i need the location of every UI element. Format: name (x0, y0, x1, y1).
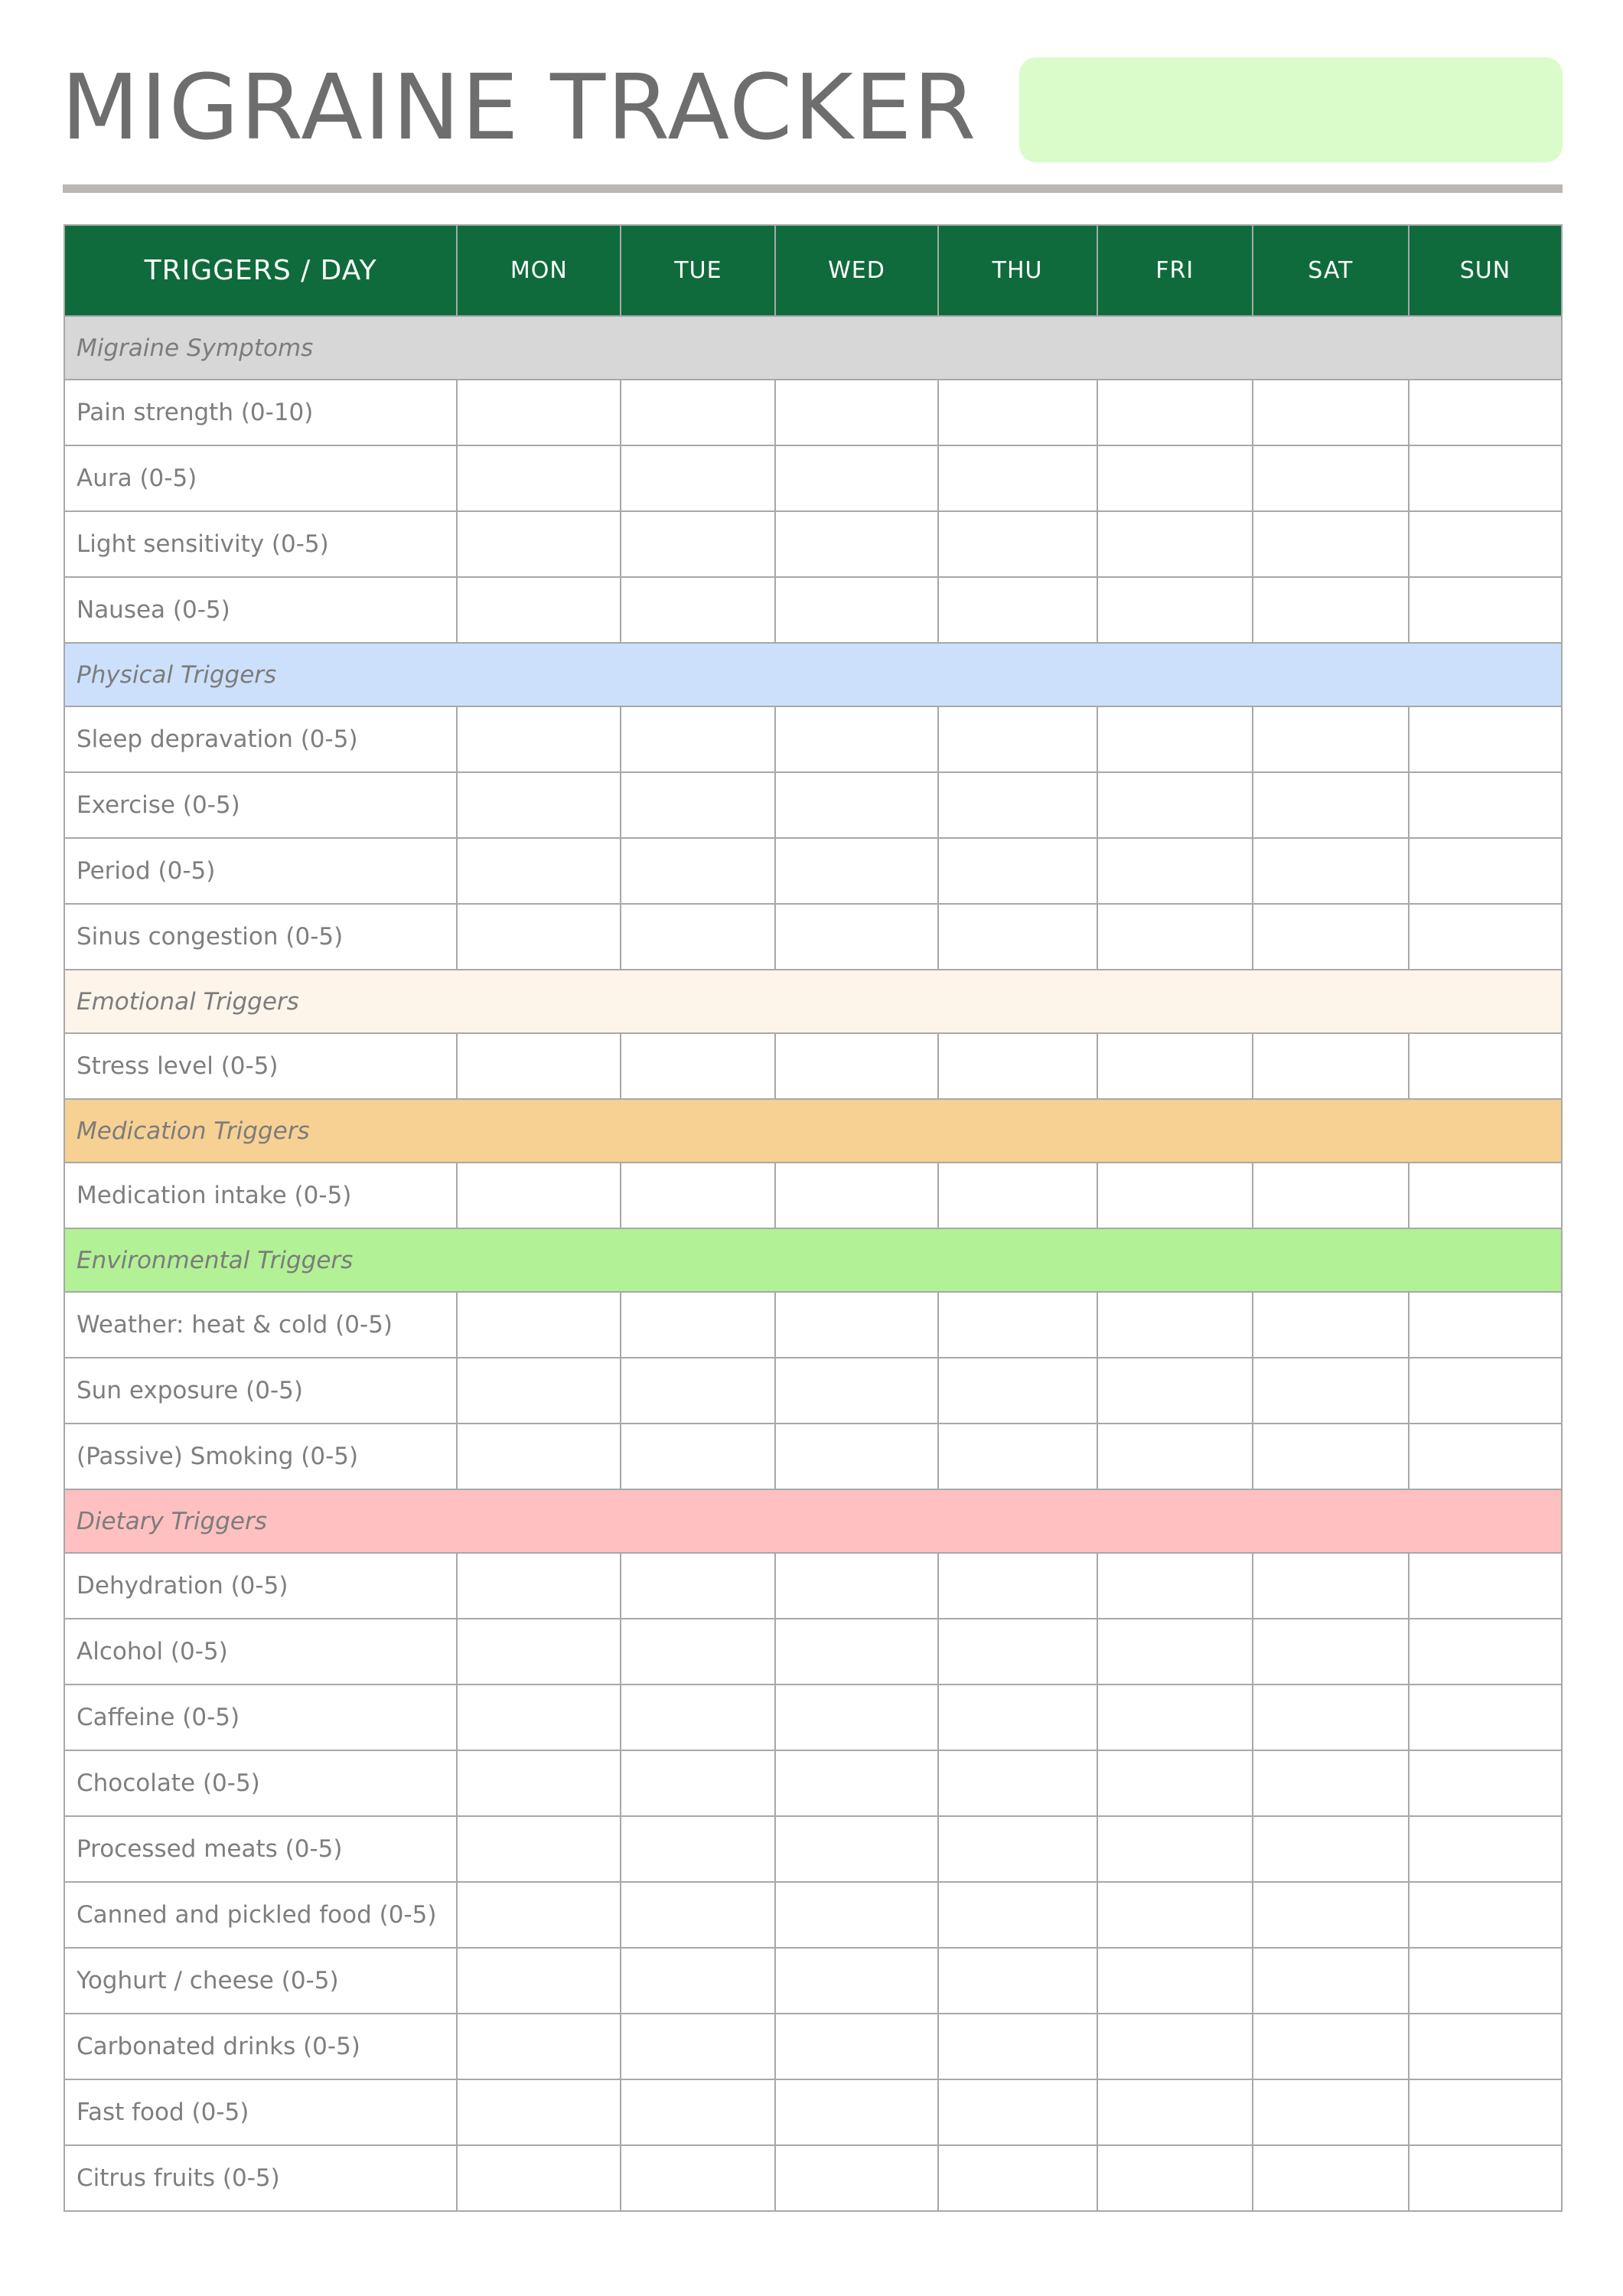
section-heading: Medication Triggers (64, 1099, 1562, 1163)
entry-cell-tue[interactable] (621, 2145, 775, 2211)
row-label: Pain strength (0-10) (64, 380, 457, 445)
entry-cell-mon[interactable] (457, 706, 621, 772)
day-header-fri: FRI (1097, 225, 1253, 316)
triggers-day-header: TRIGGERS / DAY (64, 225, 457, 316)
row-label: Stress level (0-5) (64, 1033, 457, 1099)
entry-cell-wed[interactable] (775, 1750, 937, 1816)
day-header-tue: TUE (621, 225, 775, 316)
entry-cell-tue[interactable] (621, 1948, 775, 2014)
entry-cell-mon[interactable] (457, 1750, 621, 1816)
entry-cell-sat[interactable] (1253, 1882, 1409, 1948)
entry-cell-sat[interactable] (1253, 1619, 1409, 1684)
entry-cell-wed[interactable] (775, 380, 937, 445)
tracker-row (64, 1619, 1562, 1684)
entry-cell-sat[interactable] (1253, 577, 1409, 643)
day-header-thu: THU (938, 225, 1097, 316)
row-label: Citrus fruits (0-5) (64, 2145, 457, 2211)
entry-cell-sun[interactable] (1409, 1358, 1562, 1424)
entry-cell-sun[interactable] (1409, 1553, 1562, 1619)
entry-cell-sun[interactable] (1409, 1816, 1562, 1882)
section-heading: Migraine Symptoms (64, 316, 1562, 380)
entry-cell-fri[interactable] (1097, 1750, 1253, 1816)
entry-cell-fri[interactable] (1097, 1948, 1253, 2014)
date-input-box[interactable] (1019, 57, 1563, 162)
row-label: Chocolate (0-5) (64, 1750, 457, 1816)
row-label: Aura (0-5) (64, 445, 457, 511)
tracker-row (64, 2014, 1562, 2079)
entry-cell-fri[interactable] (1097, 2079, 1253, 2145)
entry-cell-mon[interactable] (457, 445, 621, 511)
entry-cell-thu[interactable] (938, 1553, 1097, 1619)
entry-cell-sat[interactable] (1253, 2079, 1409, 2145)
entry-cell-thu[interactable] (938, 445, 1097, 511)
entry-cell-thu[interactable] (938, 838, 1097, 904)
entry-cell-tue[interactable] (621, 1292, 775, 1358)
entry-cell-sun[interactable] (1409, 2079, 1562, 2145)
entry-cell-sat[interactable] (1253, 706, 1409, 772)
entry-cell-sat[interactable] (1253, 904, 1409, 970)
entry-cell-fri[interactable] (1097, 511, 1253, 577)
entry-cell-fri[interactable] (1097, 1033, 1253, 1099)
entry-cell-fri[interactable] (1097, 1882, 1253, 1948)
entry-cell-wed[interactable] (775, 2079, 937, 2145)
tracker-row (64, 445, 1562, 511)
entry-cell-mon[interactable] (457, 1619, 621, 1684)
entry-cell-mon[interactable] (457, 838, 621, 904)
entry-cell-fri[interactable] (1097, 1358, 1253, 1424)
entry-cell-mon[interactable] (457, 1163, 621, 1228)
entry-cell-tue[interactable] (621, 904, 775, 970)
row-label: Dehydration (0-5) (64, 1553, 457, 1619)
tracker-row (64, 577, 1562, 643)
entry-cell-wed[interactable] (775, 445, 937, 511)
entry-cell-thu[interactable] (938, 772, 1097, 838)
entry-cell-wed[interactable] (775, 511, 937, 577)
entry-cell-thu[interactable] (938, 2079, 1097, 2145)
entry-cell-sun[interactable] (1409, 1163, 1562, 1228)
entry-cell-fri[interactable] (1097, 380, 1253, 445)
entry-cell-sun[interactable] (1409, 1948, 1562, 2014)
entry-cell-sat[interactable] (1253, 380, 1409, 445)
entry-cell-thu[interactable] (938, 1033, 1097, 1099)
entry-cell-mon[interactable] (457, 2145, 621, 2211)
tracker-row (64, 706, 1562, 772)
entry-cell-fri[interactable] (1097, 1292, 1253, 1358)
day-header-sat: SAT (1253, 225, 1409, 316)
row-label: Medication intake (0-5) (64, 1163, 457, 1228)
entry-cell-thu[interactable] (938, 1292, 1097, 1358)
tracker-row (64, 1948, 1562, 2014)
entry-cell-sat[interactable] (1253, 1358, 1409, 1424)
entry-cell-sat[interactable] (1253, 838, 1409, 904)
entry-cell-fri[interactable] (1097, 772, 1253, 838)
entry-cell-tue[interactable] (621, 1619, 775, 1684)
tracker-row (64, 2145, 1562, 2211)
entry-cell-mon[interactable] (457, 1948, 621, 2014)
entry-cell-sat[interactable] (1253, 1816, 1409, 1882)
entry-cell-sun[interactable] (1409, 577, 1562, 643)
entry-cell-tue[interactable] (621, 838, 775, 904)
row-label: Sinus congestion (0-5) (64, 904, 457, 970)
entry-cell-mon[interactable] (457, 2079, 621, 2145)
entry-cell-tue[interactable] (621, 1358, 775, 1424)
entry-cell-fri[interactable] (1097, 904, 1253, 970)
tracker-row (64, 1424, 1562, 1489)
tracker-row (64, 1882, 1562, 1948)
entry-cell-sun[interactable] (1409, 445, 1562, 511)
entry-cell-tue[interactable] (621, 380, 775, 445)
section-heading: Dietary Triggers (64, 1489, 1562, 1553)
entry-cell-fri[interactable] (1097, 1684, 1253, 1750)
section-row (64, 1099, 1562, 1163)
entry-cell-wed[interactable] (775, 1553, 937, 1619)
entry-cell-mon[interactable] (457, 1882, 621, 1948)
entry-cell-tue[interactable] (621, 445, 775, 511)
tracker-row (64, 1684, 1562, 1750)
entry-cell-thu[interactable] (938, 1816, 1097, 1882)
tracker-row (64, 1033, 1562, 1099)
page-title: MIGRAINE TRACKER (61, 54, 978, 160)
tracker-row (64, 772, 1562, 838)
row-label: Caffeine (0-5) (64, 1684, 457, 1750)
entry-cell-wed[interactable] (775, 706, 937, 772)
entry-cell-wed[interactable] (775, 772, 937, 838)
entry-cell-wed[interactable] (775, 1684, 937, 1750)
entry-cell-wed[interactable] (775, 904, 937, 970)
row-label: Sun exposure (0-5) (64, 1358, 457, 1424)
entry-cell-fri[interactable] (1097, 1619, 1253, 1684)
section-heading: Physical Triggers (64, 643, 1562, 706)
row-label: Nausea (0-5) (64, 577, 457, 643)
entry-cell-mon[interactable] (457, 2014, 621, 2079)
entry-cell-tue[interactable] (621, 1882, 775, 1948)
entry-cell-sun[interactable] (1409, 772, 1562, 838)
entry-cell-mon[interactable] (457, 1033, 621, 1099)
tracker-row (64, 904, 1562, 970)
entry-cell-tue[interactable] (621, 511, 775, 577)
tracker-body (64, 316, 1562, 2211)
entry-cell-wed[interactable] (775, 1033, 937, 1099)
row-label: (Passive) Smoking (0-5) (64, 1424, 457, 1489)
entry-cell-fri[interactable] (1097, 445, 1253, 511)
section-row (64, 1228, 1562, 1292)
entry-cell-tue[interactable] (621, 1684, 775, 1750)
entry-cell-wed[interactable] (775, 1948, 937, 2014)
row-label: Fast food (0-5) (64, 2079, 457, 2145)
entry-cell-wed[interactable] (775, 2014, 937, 2079)
entry-cell-sun[interactable] (1409, 1684, 1562, 1750)
entry-cell-sat[interactable] (1253, 1424, 1409, 1489)
entry-cell-sat[interactable] (1253, 2014, 1409, 2079)
section-heading: Environmental Triggers (64, 1228, 1562, 1292)
entry-cell-thu[interactable] (938, 2145, 1097, 2211)
entry-cell-fri[interactable] (1097, 2014, 1253, 2079)
entry-cell-thu[interactable] (938, 1750, 1097, 1816)
header-row (64, 225, 1562, 316)
section-row (64, 643, 1562, 706)
entry-cell-wed[interactable] (775, 1163, 937, 1228)
tracker-table (64, 224, 1563, 2212)
entry-cell-sun[interactable] (1409, 838, 1562, 904)
tracker-row (64, 511, 1562, 577)
entry-cell-sat[interactable] (1253, 1033, 1409, 1099)
tracker-row (64, 2079, 1562, 2145)
entry-cell-thu[interactable] (938, 2014, 1097, 2079)
entry-cell-tue[interactable] (621, 1816, 775, 1882)
row-label: Weather: heat & cold (0-5) (64, 1292, 457, 1358)
entry-cell-sun[interactable] (1409, 2014, 1562, 2079)
tracker-row (64, 1292, 1562, 1358)
row-label: Yoghurt / cheese (0-5) (64, 1948, 457, 2014)
row-label: Carbonated drinks (0-5) (64, 2014, 457, 2079)
entry-cell-fri[interactable] (1097, 706, 1253, 772)
entry-cell-wed[interactable] (775, 1358, 937, 1424)
tracker-row (64, 1816, 1562, 1882)
entry-cell-wed[interactable] (775, 1424, 937, 1489)
section-row (64, 970, 1562, 1033)
entry-cell-sun[interactable] (1409, 1619, 1562, 1684)
entry-cell-thu[interactable] (938, 1882, 1097, 1948)
entry-cell-fri[interactable] (1097, 838, 1253, 904)
title-divider (63, 184, 1563, 193)
entry-cell-sat[interactable] (1253, 1948, 1409, 2014)
row-label: Alcohol (0-5) (64, 1619, 457, 1684)
entry-cell-thu[interactable] (938, 1424, 1097, 1489)
entry-cell-fri[interactable] (1097, 577, 1253, 643)
row-label: Canned and pickled food (0-5) (64, 1882, 457, 1948)
tracker-row (64, 380, 1562, 445)
entry-cell-sun[interactable] (1409, 1424, 1562, 1489)
entry-cell-wed[interactable] (775, 1292, 937, 1358)
section-heading: Emotional Triggers (64, 970, 1562, 1033)
entry-cell-sat[interactable] (1253, 2145, 1409, 2211)
entry-cell-fri[interactable] (1097, 1816, 1253, 1882)
entry-cell-sat[interactable] (1253, 1684, 1409, 1750)
entry-cell-sun[interactable] (1409, 380, 1562, 445)
entry-cell-mon[interactable] (457, 380, 621, 445)
tracker-row (64, 838, 1562, 904)
entry-cell-tue[interactable] (621, 1750, 775, 1816)
entry-cell-mon[interactable] (457, 1553, 621, 1619)
entry-cell-sun[interactable] (1409, 1292, 1562, 1358)
entry-cell-tue[interactable] (621, 772, 775, 838)
entry-cell-mon[interactable] (457, 577, 621, 643)
day-header-mon: MON (457, 225, 621, 316)
entry-cell-thu[interactable] (938, 511, 1097, 577)
tracker-row (64, 1750, 1562, 1816)
entry-cell-sun[interactable] (1409, 1033, 1562, 1099)
entry-cell-thu[interactable] (938, 1684, 1097, 1750)
entry-cell-tue[interactable] (621, 577, 775, 643)
entry-cell-thu[interactable] (938, 1358, 1097, 1424)
tracker-row (64, 1553, 1562, 1619)
entry-cell-sun[interactable] (1409, 1882, 1562, 1948)
entry-cell-mon[interactable] (457, 904, 621, 970)
entry-cell-sat[interactable] (1253, 772, 1409, 838)
entry-cell-mon[interactable] (457, 1292, 621, 1358)
entry-cell-sat[interactable] (1253, 1553, 1409, 1619)
entry-cell-mon[interactable] (457, 1684, 621, 1750)
row-label: Processed meats (0-5) (64, 1816, 457, 1882)
entry-cell-mon[interactable] (457, 1358, 621, 1424)
entry-cell-sun[interactable] (1409, 904, 1562, 970)
section-row (64, 1489, 1562, 1553)
entry-cell-wed[interactable] (775, 1619, 937, 1684)
entry-cell-tue[interactable] (621, 2014, 775, 2079)
entry-cell-fri[interactable] (1097, 1424, 1253, 1489)
entry-cell-fri[interactable] (1097, 1553, 1253, 1619)
entry-cell-thu[interactable] (938, 1619, 1097, 1684)
entry-cell-sat[interactable] (1253, 511, 1409, 577)
entry-cell-tue[interactable] (621, 1033, 775, 1099)
section-row (64, 316, 1562, 380)
row-label: Exercise (0-5) (64, 772, 457, 838)
entry-cell-thu[interactable] (938, 706, 1097, 772)
entry-cell-sat[interactable] (1253, 1163, 1409, 1228)
entry-cell-tue[interactable] (621, 1424, 775, 1489)
entry-cell-sat[interactable] (1253, 1750, 1409, 1816)
entry-cell-wed[interactable] (775, 577, 937, 643)
entry-cell-sun[interactable] (1409, 511, 1562, 577)
entry-cell-mon[interactable] (457, 1816, 621, 1882)
entry-cell-wed[interactable] (775, 1882, 937, 1948)
entry-cell-thu[interactable] (938, 577, 1097, 643)
day-header-wed: WED (775, 225, 937, 316)
entry-cell-wed[interactable] (775, 1816, 937, 1882)
tracker-row (64, 1163, 1562, 1228)
entry-cell-thu[interactable] (938, 1948, 1097, 2014)
entry-cell-sat[interactable] (1253, 1292, 1409, 1358)
entry-cell-thu[interactable] (938, 904, 1097, 970)
entry-cell-tue[interactable] (621, 1553, 775, 1619)
day-header-sun: SUN (1409, 225, 1562, 316)
entry-cell-sat[interactable] (1253, 445, 1409, 511)
entry-cell-tue[interactable] (621, 706, 775, 772)
entry-cell-wed[interactable] (775, 2145, 937, 2211)
entry-cell-fri[interactable] (1097, 1163, 1253, 1228)
entry-cell-fri[interactable] (1097, 2145, 1253, 2211)
entry-cell-sun[interactable] (1409, 1750, 1562, 1816)
entry-cell-sun[interactable] (1409, 2145, 1562, 2211)
entry-cell-mon[interactable] (457, 1424, 621, 1489)
entry-cell-sun[interactable] (1409, 706, 1562, 772)
entry-cell-mon[interactable] (457, 772, 621, 838)
entry-cell-thu[interactable] (938, 1163, 1097, 1228)
row-label: Light sensitivity (0-5) (64, 511, 457, 577)
entry-cell-tue[interactable] (621, 1163, 775, 1228)
entry-cell-thu[interactable] (938, 380, 1097, 445)
row-label: Period (0-5) (64, 838, 457, 904)
entry-cell-mon[interactable] (457, 511, 621, 577)
tracker-row (64, 1358, 1562, 1424)
entry-cell-tue[interactable] (621, 2079, 775, 2145)
row-label: Sleep depravation (0-5) (64, 706, 457, 772)
entry-cell-wed[interactable] (775, 838, 937, 904)
